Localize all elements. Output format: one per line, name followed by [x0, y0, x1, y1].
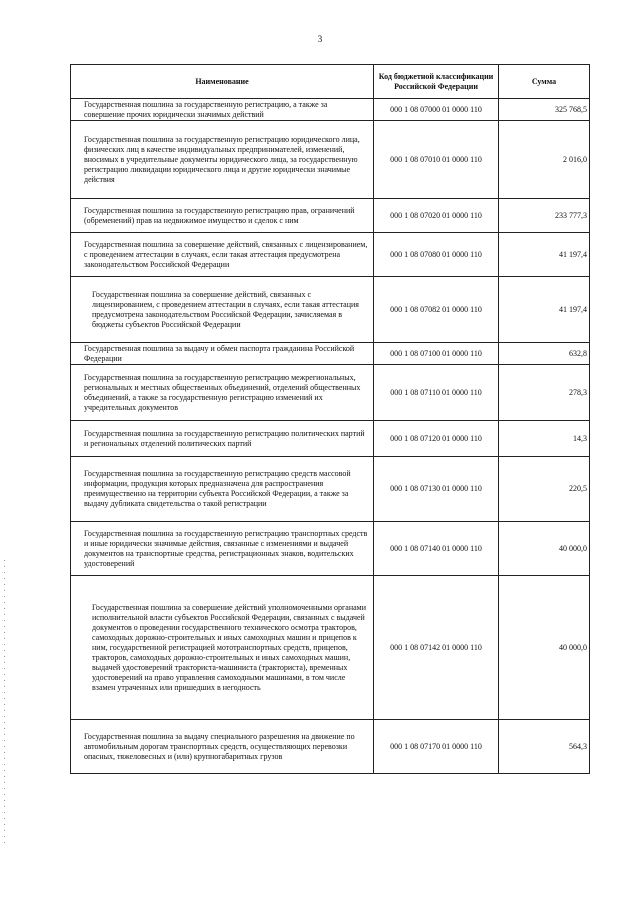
scan-margin-marks	[4, 560, 6, 848]
row-sum: 632,8	[499, 343, 590, 365]
row-sum: 14,3	[499, 421, 590, 457]
row-sum: 564,3	[499, 720, 590, 774]
table-row	[71, 199, 590, 233]
row-sum: 233 777,3	[499, 199, 590, 233]
page-number: 3	[317, 34, 323, 44]
budget-revenue-table	[70, 64, 590, 774]
table-row	[71, 457, 590, 522]
table-row	[71, 421, 590, 457]
row-sum: 40 000,0	[499, 522, 590, 576]
row-code: 000 1 08 07080 01 0000 110	[374, 233, 499, 277]
table-row	[71, 277, 590, 343]
row-name: Государственная пошлина за государственную регистрацию прав, ограничений (обременений) прав на недвижимое имущество и сделок с ним	[71, 199, 374, 233]
row-code: 000 1 08 07120 01 0000 110	[374, 421, 499, 457]
row-name: Государственная пошлина за государственную регистрацию политических партий и региональных отделений политических партий	[71, 421, 374, 457]
table-row	[71, 576, 590, 720]
row-code: 000 1 08 07130 01 0000 110	[374, 457, 499, 522]
table-header-row	[71, 65, 590, 99]
row-sum: 325 768,5	[499, 99, 590, 121]
row-code: 000 1 08 07000 01 0000 110	[374, 99, 499, 121]
row-code: 000 1 08 07140 01 0000 110	[374, 522, 499, 576]
row-name: Государственная пошлина за совершение действий, связанных с лицензированием, с проведением аттестации в случаях, если такая аттестация предусмотрена законодательством Российской Федерации	[71, 233, 374, 277]
row-code: 000 1 08 07100 01 0000 110	[374, 343, 499, 365]
row-name: Государственная пошлина за выдачу специального разрешения на движение по автомобильным дорогам транспортных средств, осуществляющих перевозки опасных, тяжеловесных и (или) крупногабаритных грузов	[71, 720, 374, 774]
header-sum: Сумма	[499, 65, 590, 99]
table-row	[71, 99, 590, 121]
table-row	[71, 233, 590, 277]
row-sum: 278,3	[499, 365, 590, 421]
row-name: Государственная пошлина за выдачу и обмен паспорта гражданина Российской Федерации	[71, 343, 374, 365]
table-row	[71, 522, 590, 576]
row-name: Государственная пошлина за государственную регистрацию средств массовой информации, продукция которых предназначена для распространения преимущественно на территории субъекта Российской Федерации, а также за выдачу дубликата свидетельства о такой регистрации	[71, 457, 374, 522]
row-code: 000 1 08 07010 01 0000 110	[374, 121, 499, 199]
row-code: 000 1 08 07082 01 0000 110	[374, 277, 499, 343]
table-row	[71, 720, 590, 774]
table-row	[71, 343, 590, 365]
table-row	[71, 121, 590, 199]
row-code: 000 1 08 07110 01 0000 110	[374, 365, 499, 421]
row-sum: 220,5	[499, 457, 590, 522]
row-sum: 41 197,4	[499, 277, 590, 343]
row-sum: 41 197,4	[499, 233, 590, 277]
table-row	[71, 365, 590, 421]
row-sum: 40 000,0	[499, 576, 590, 720]
row-code: 000 1 08 07142 01 0000 110	[374, 576, 499, 720]
row-name: Государственная пошлина за государственную регистрацию транспортных средств и иные юридически значимые действия, связанные с изменениями и выдачей документов на транспортные средства, регистрационных знаков, водительских удостоверений	[71, 522, 374, 576]
row-code: 000 1 08 07170 01 0000 110	[374, 720, 499, 774]
header-code: Код бюджетной классификации Российской Федерации	[374, 65, 499, 99]
row-name: Государственная пошлина за совершение действий уполномоченными органами исполнительной власти субъектов Российской Федерации, связанных с выдачей документов о проведении государственного технического осмотра тракторов, самоходных дорожно-строительных и иных самоходных машин и прицепов к ним, государственной регистрацией мототранспортных средств, прицепов, тракторов, самоходных дорожно-строительных и иных самоходных машин, выдачей удостоверений тракториста-машиниста (тракториста), временных удостоверений на право управления самоходными машинами, в том числе взамен утраченных или пришедших в негодность	[71, 576, 374, 720]
row-name: Государственная пошлина за государственную регистрацию, а также за совершение прочих юридически значимых действий	[71, 99, 374, 121]
header-name: Наименование	[71, 65, 374, 99]
row-name: Государственная пошлина за совершение действий, связанных с лицензированием, с проведением аттестации в случаях, если такая аттестация предусмотрена законодательством Российской Федерации, зачисляемая в бюджеты субъектов Российской Федерации	[71, 277, 374, 343]
row-code: 000 1 08 07020 01 0000 110	[374, 199, 499, 233]
row-sum: 2 016,0	[499, 121, 590, 199]
row-name: Государственная пошлина за государственную регистрацию межрегиональных, региональных и местных общественных объединений, отделений общественных объединений, а также за государственную регистрацию изменений их учредительных документов	[71, 365, 374, 421]
row-name: Государственная пошлина за государственную регистрацию юридического лица, физических лиц в качестве индивидуальных предпринимателей, изменений, вносимых в учредительные документы юридического лица, за государственную регистрацию ликвидации юридического лица и другие юридически значимые действия	[71, 121, 374, 199]
